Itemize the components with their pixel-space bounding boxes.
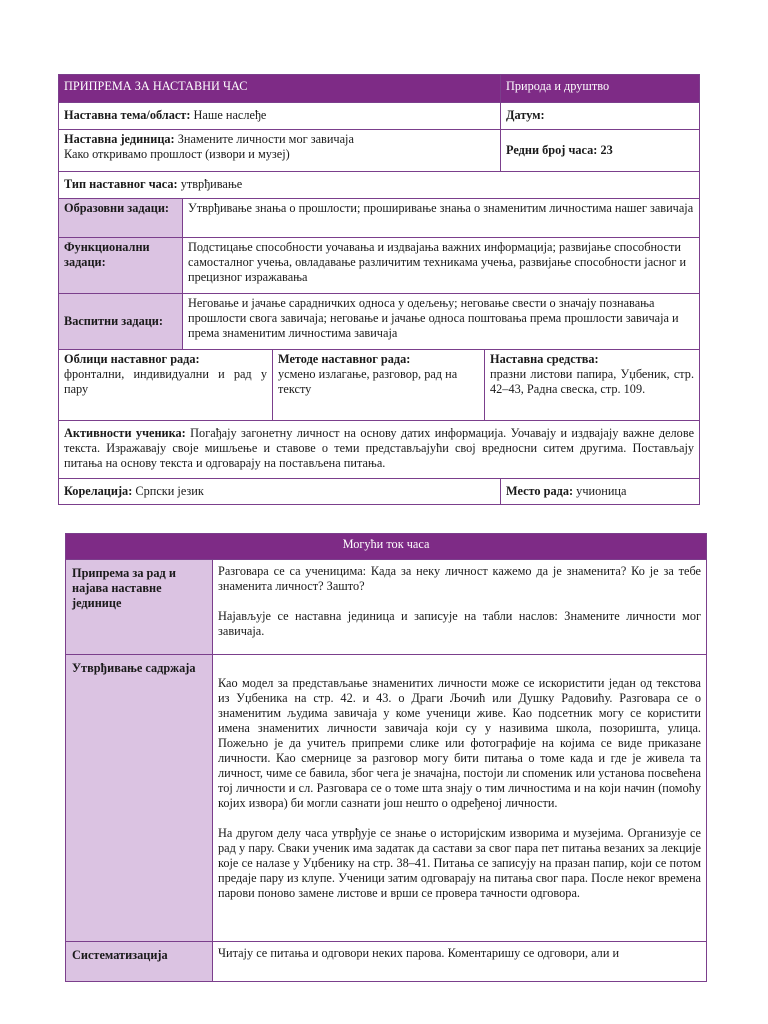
system-paragraph-1: Читају се питања и одговори неких парова. Коментаришу се одговори, али и bbox=[218, 946, 620, 960]
forms-cell bbox=[59, 350, 273, 421]
activities-value: Погађају загонетну личност на основу датих информација. Уочавају и издвајају важне делове текста. Изражавају своје мишљење и ставове о теми представљајући свој вредносни ситем другима. Постављају питања на основу текста и одговарају на постављена питања. bbox=[64, 426, 695, 470]
lesson-flow-table bbox=[65, 533, 707, 982]
place-label: Место рада: bbox=[506, 484, 574, 498]
activities-cell bbox=[59, 421, 700, 479]
activities-label: Активности ученика: bbox=[64, 426, 186, 440]
methods-cell bbox=[273, 350, 485, 421]
forms-label: Облици наставног рада: bbox=[64, 352, 200, 366]
subject-name: Природа и друштво bbox=[501, 75, 700, 103]
lesson-prep-table bbox=[58, 74, 700, 505]
correlation-cell bbox=[59, 479, 501, 505]
place-cell bbox=[501, 479, 700, 505]
lesson-type-value: утврђивање bbox=[180, 177, 243, 191]
care-tasks-label: Васпитни задаци: bbox=[59, 294, 183, 350]
methods-label: Методе наставног рада: bbox=[278, 352, 411, 366]
form-title: ПРИПРЕМА ЗА НАСТАВНИ ЧАС bbox=[59, 75, 501, 103]
topic-label: Наставна тема/област: bbox=[64, 108, 191, 122]
prep-content bbox=[213, 560, 707, 655]
edu-tasks-value: Утврђивање знања о прошлости; проширивање знања о знаменитим личностима нашег завичаја bbox=[183, 199, 700, 238]
lesson-type-label: Тип наставног часа: bbox=[64, 177, 178, 191]
edu-tasks-label: Образовни задаци: bbox=[59, 199, 183, 238]
unit-value: Знамените личности мог завичаја bbox=[177, 132, 354, 146]
correlation-label: Корелација: bbox=[64, 484, 133, 498]
unit-cell bbox=[59, 130, 501, 172]
date-label: Датум: bbox=[506, 108, 545, 122]
date-cell bbox=[501, 103, 700, 130]
content-label: Утврђивање садржаја bbox=[66, 655, 213, 942]
means-cell bbox=[485, 350, 700, 421]
content-paragraph-2: На другом делу часа утврђује се знање о историјским изворима и музејима. Организује се рад у пару. Сваки ученик има задатак да састави за свог пара пет питања везаних за лекције које се налазе у Уџбенику на стр. 38–41. Питања се записују на празан папир, који се потом предаје пару из клупе. Ученици затим одговарају на питања свог пара. После неког времена парови поново замене листове и врши се провера тачности одговора. bbox=[218, 826, 702, 900]
correlation-value: Српски језик bbox=[135, 484, 204, 498]
means-label: Наставна средства: bbox=[490, 352, 599, 366]
func-tasks-value: Подстицање способности уочавања и издвајања важних информација; развијање способности самосталног учења, овладавање различитим техникама учења, развијање способности јасног и прецизног изражавања bbox=[183, 238, 700, 294]
func-tasks-label: Функционални задаци: bbox=[59, 238, 183, 294]
topic-cell bbox=[59, 103, 501, 130]
system-content bbox=[213, 942, 707, 982]
prep-label: Припрема за рад и најава наставне јединице bbox=[66, 560, 213, 655]
content-paragraph-1: Као модел за представљање знаменитих личности може се искористити један од текстова из Уџбеника на стр. 42. и 43. о Драги Љочић или Душку Радовићу. Разговара се о знаменитим људима завичаја у коме ученици живе. Као подсетник могу се користити имена знаменитих личности завичаја који су у називима школа, позоришта, улица. Пожељно је да учитељ припреми слике или фотографије на којима се виде приказане личности. Као смернице за разговор могу бити питања о томе када и где је живела та личност, чиме се бавила, због чега је значајна, постоји ли споменик или установа посвећена тој личности и сл. Разговара се о томе шта знају о тим личностима и на који начин (помоћу којих извора) би могли сазнати још нешто о одређеној личности. bbox=[218, 676, 702, 810]
lesson-type-cell bbox=[59, 172, 700, 199]
methods-value: усмено излагање, разговор, рад на тексту bbox=[278, 367, 458, 396]
topic-value: Наше наслеђе bbox=[193, 108, 267, 122]
means-value: празни листови папира, Уџбеник, стр. 42–43, Радна свеска, стр. 109. bbox=[490, 367, 695, 396]
lesson-number-cell bbox=[501, 130, 700, 172]
unit-label: Наставна јединица: bbox=[64, 132, 175, 146]
unit-value-2: Како откривамо прошлост (извори и музеј) bbox=[64, 147, 290, 161]
system-label: Систематизација bbox=[66, 942, 213, 982]
prep-paragraph-2: Најављује се наставна јединица и записује на табли наслов: Знамените личности мог завичаја. bbox=[218, 609, 702, 638]
prep-paragraph-1: Разговара се са ученицима: Када за неку личност кажемо да је знаменита? Ко је за тебе знаменита личност? Зашто? bbox=[218, 564, 702, 593]
care-tasks-value: Неговање и јачање сарадничких односа у одељењу; неговање свести о значају познавања прошлости свога завичаја; неговање и јачање односа поштовања према прошлости завичаја и према знаменитим личностима завичаја bbox=[183, 294, 700, 350]
forms-value: фронтални, индивидуални и рад у пару bbox=[64, 367, 267, 396]
flow-title: Могући ток часа bbox=[66, 534, 707, 560]
place-value: учионица bbox=[576, 484, 627, 498]
lesson-number-label: Редни број часа: 23 bbox=[506, 143, 613, 157]
content-body bbox=[213, 655, 707, 942]
